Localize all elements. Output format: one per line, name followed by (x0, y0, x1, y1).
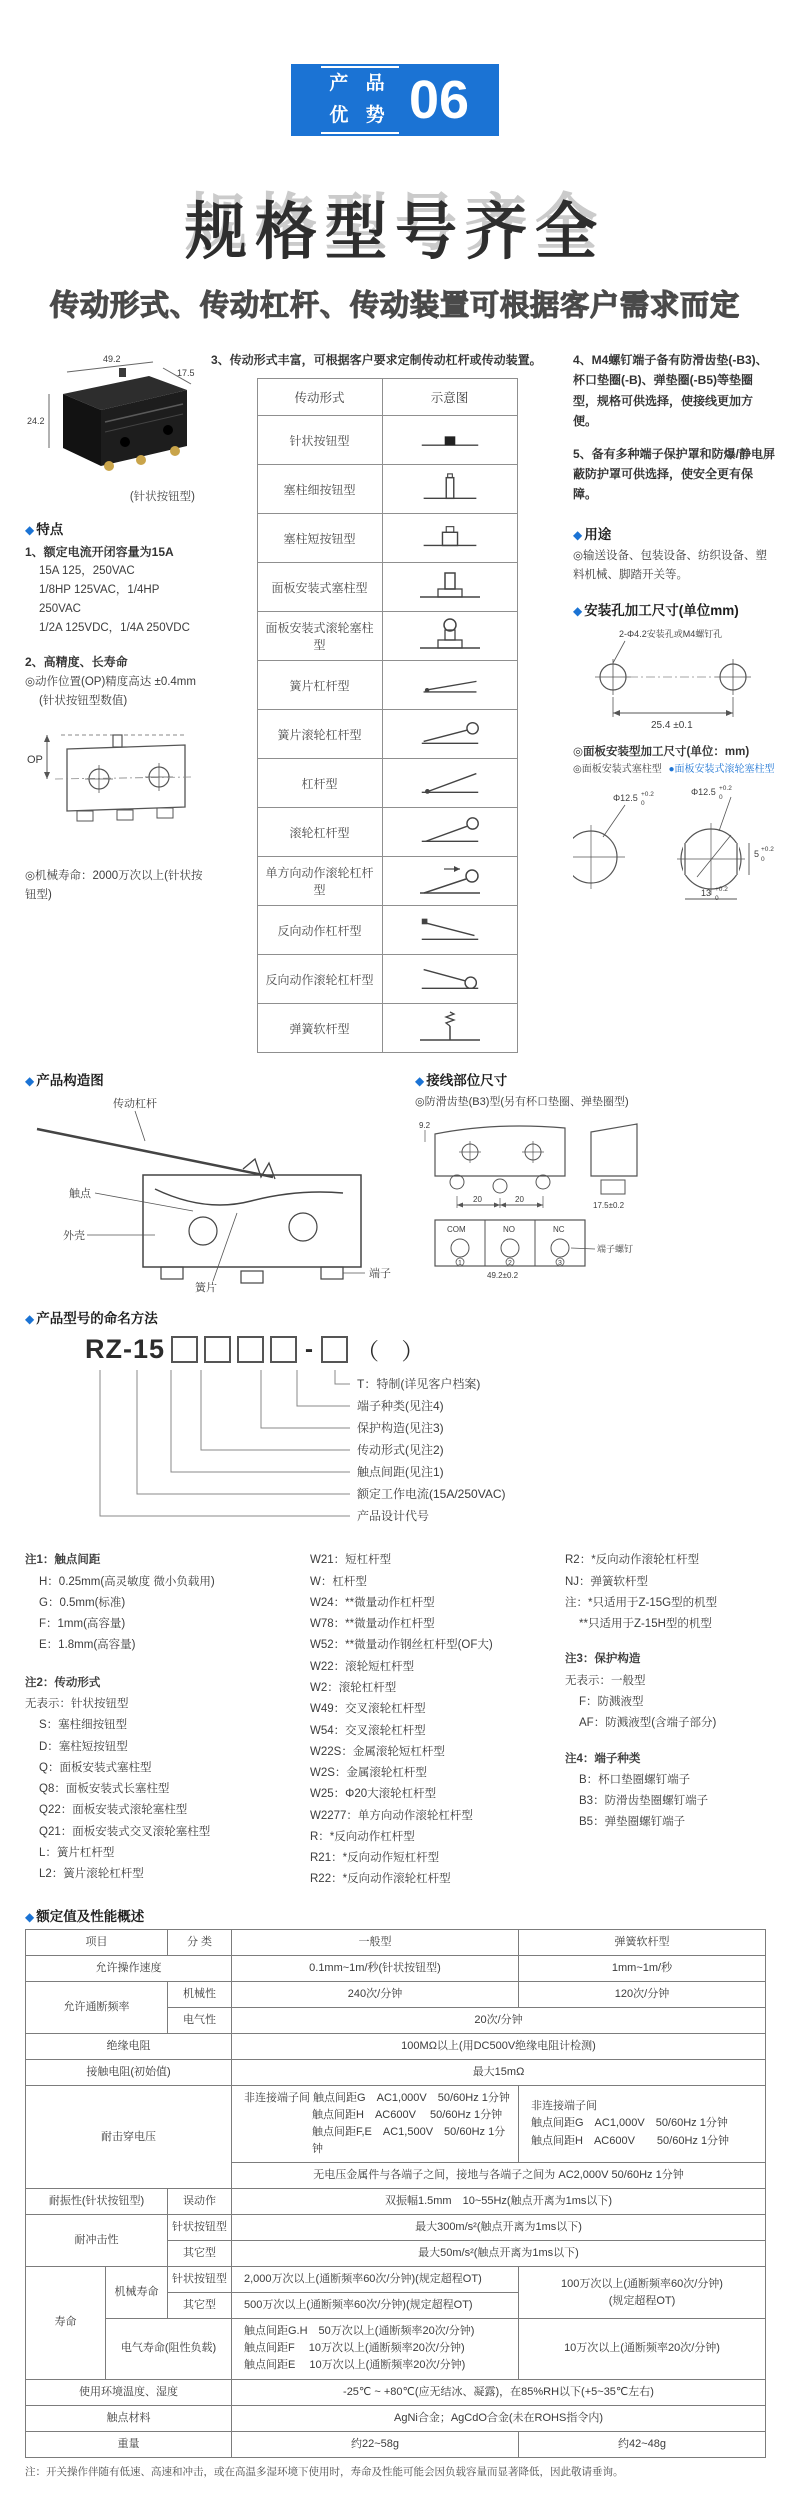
perf-speed-spring: 1mm~1m/秒 (519, 1955, 766, 1981)
terminal-subtitle: ◎防滑齿垫(B3)型(另有杯口垫圈、弹垫圈型) (415, 1096, 629, 1109)
diamond-icon: ◆ (415, 1074, 425, 1089)
transmission-row-label: 单方向动作滚轮杠杆型 (257, 857, 382, 906)
structure-label-lever: 传动杠杆 (113, 1098, 157, 1111)
transmission-row-label: 簧片滚轮杠杆型 (257, 710, 382, 759)
spring-rod-icon (410, 1010, 490, 1044)
feature2-title: 2、高精度、长寿命 (25, 655, 128, 670)
naming-callout: 端子种类(见注4) (357, 1399, 444, 1414)
badge-number: 06 (408, 70, 470, 130)
perf-header-class: 分 类 (168, 1929, 232, 1955)
top-section (0, 350, 790, 1053)
naming-section (0, 1307, 790, 1534)
transmission-row-label: 针状按钮型 (257, 416, 382, 465)
structure-heading: ◆ 产品构造图 (25, 1073, 104, 1089)
perf-insulation-value: 100MΩ以上(用DC500V绝缘电阻计检测) (232, 2033, 766, 2059)
perf-weight-general: 约22~58g (232, 2431, 519, 2457)
badge-rule-bottom (321, 132, 399, 134)
wcode-item: W52：**微量动作钢丝杠杆型(OF大) (310, 1639, 493, 1652)
terminal-no-label: NO (503, 1224, 515, 1234)
perf-life-label: 寿命 (26, 2267, 106, 2379)
structure-label-shell: 外壳 (63, 1230, 85, 1243)
performance-heading: ◆ 额定值及性能概述 (25, 1908, 145, 1924)
notes-left-column (25, 1550, 310, 1890)
wcode-item: W2：滚轮杠杆型 (310, 1681, 397, 1694)
slim-plunger-icon (410, 472, 490, 504)
dim-49-2: 49.2±0.2 (487, 1270, 519, 1280)
note3-item: AF：防溅液型(含端子部分) (579, 1717, 717, 1730)
perf-vibration-label: 耐振性(针状按钮型) (26, 2189, 168, 2215)
perf-weight-spring: 约42~48g (519, 2431, 766, 2457)
perf-freq-mech-general: 240次/分钟 (232, 1981, 519, 2007)
advantage-item4: 4、M4螺钉端子备有防滑齿垫(-B3)、杯口垫圈(-B)、弹垫圈(-B5)等垫圈型，规格可供选择，使接线更加方便。 (573, 353, 768, 429)
roller-lever-icon (410, 815, 490, 847)
rcode-item: NJ：弹簧软杆型 (565, 1575, 649, 1588)
perf-life-elec-label: 电气寿命(阻性负载) (106, 2319, 232, 2379)
wcode-item: W54：交叉滚轮杠杆型 (310, 1724, 426, 1737)
panel-plunger-icon (410, 569, 490, 603)
notes-right-column (565, 1550, 765, 1890)
perf-freq-mech-label: 机械性 (168, 1981, 232, 2007)
wcode-item: W：杠杆型 (310, 1575, 367, 1588)
panel-right-label: ●面板安装式滚轮塞柱型 (668, 764, 775, 776)
note1-item: H：0.25mm(高灵敏度 微小负载用) (39, 1575, 215, 1588)
naming-callout: 产品设计代号 (357, 1509, 430, 1524)
one-way-roller-lever-icon (410, 863, 490, 897)
perf-life-elec-general: 触点间距G.H 50万次以上(通断频率20次/分钟) 触点间距F 10万次以上(通断频率20次/分钟) 触点间距E 10万次以上(通断频率20次/分钟) (232, 2319, 519, 2379)
perf-shock-row2-value: 最大50m/s²(触点开离为1ms以下) (232, 2241, 766, 2267)
note4-item: B：杯口垫圈螺钉端子 (579, 1773, 691, 1786)
note1-item: E：1.8mm(高容量) (39, 1639, 136, 1652)
naming-callout-diagram (25, 1366, 585, 1534)
svg-text:0: 0 (761, 855, 765, 863)
footnote: 注：开关操作伴随有低速、高速和冲击，或在高温多湿环境下使用时，寿命及性能可能会因负载容量而显著降低，因此敬请垂询。 (25, 2465, 624, 2478)
perf-vibration-class: 误动作 (168, 2189, 232, 2215)
rcol-note2: **只适用于Z-15H型的机型 (579, 1618, 712, 1631)
perf-header-spring: 弹簧软杆型 (519, 1929, 766, 1955)
photo-dim-left: 24.2 (27, 416, 45, 426)
perf-shock-row1-value: 最大300m/s²(触点开离为1ms以下) (232, 2215, 766, 2241)
panel-cutout-diagram (573, 779, 778, 909)
note2-item: Q21：面板安装式交叉滚轮塞柱型 (39, 1825, 211, 1838)
perf-shock-label: 耐冲击性 (26, 2215, 168, 2267)
perf-life-mech-row1-general: 2,000万次以上(通断频率60次/分钟)(规定超程OT) (232, 2267, 519, 2293)
diamond-icon: ◆ (25, 1909, 35, 1924)
notes-middle-column (310, 1550, 565, 1890)
advantage-badge (291, 64, 499, 136)
perf-env-label: 使用环境温度、湿度 (26, 2379, 232, 2405)
note2-item: S：塞柱细按钮型 (39, 1719, 128, 1732)
middle-band (0, 1059, 790, 1293)
perf-life-elec-spring: 10万次以上(通断频率20次/分钟) (519, 2319, 766, 2379)
transmission-row-label: 塞柱短按钮型 (257, 514, 382, 563)
perf-withstand-bottom: 无电压金属件与各端子之间，接地与各端子之间为 AC2,000V 50/60Hz 1分钟 (232, 2163, 766, 2189)
note2-item: D：塞柱短按钮型 (39, 1740, 128, 1753)
op-diagram (25, 719, 203, 859)
note4-item: B5：弹垫圈螺钉端子 (579, 1816, 686, 1829)
note3-title: 注3：保护构造 (565, 1653, 641, 1666)
note2-item: Q：面板安装式塞柱型 (39, 1761, 152, 1774)
structure-label-spring: 簧片 (195, 1282, 217, 1294)
wcode-item: R22：*反向动作滚轮杠杆型 (310, 1873, 451, 1886)
note1-title: 注1：触点间距 (25, 1554, 101, 1567)
perf-speed-label: 允许操作速度 (26, 1955, 232, 1981)
page-subtitle: 传动形式、传动杠杆、传动装置可根据客户需求而定 (49, 290, 740, 322)
wcode-item: W24：**微量动作杠杆型 (310, 1596, 435, 1609)
feature2-line2: (针状按钮型数值) (39, 694, 128, 707)
perf-freq-elec-label: 电气性 (168, 2007, 232, 2033)
dim-20a: 20 (473, 1194, 482, 1204)
usage-text: ◎输送设备、包装设备、纺织设备、塑料机械、脚踏开关等。 (573, 549, 768, 581)
dim-9-2: 9.2 (419, 1120, 431, 1130)
perf-life-mech-row1-class: 针状按钮型 (168, 2267, 232, 2293)
leaf-roller-lever-icon (410, 717, 490, 749)
naming-callout: 额定工作电流(15A/250VAC) (357, 1487, 506, 1502)
note2-lead: 无表示：针状按钮型 (25, 1697, 129, 1710)
note3-item: F：防溅液型 (579, 1695, 644, 1708)
performance-table (25, 1929, 766, 2458)
naming-callout: 触点间距(见注1) (357, 1465, 444, 1480)
svg-text:+0.2: +0.2 (761, 845, 774, 853)
perf-header-general: 一般型 (232, 1929, 519, 1955)
structure-section (25, 1059, 405, 1293)
photo-dim-top: 49.2 (103, 354, 121, 364)
perf-freq-elec-value: 20次/分钟 (232, 2007, 766, 2033)
svg-text:0: 0 (719, 793, 723, 801)
model-code-dash: - (305, 1335, 314, 1363)
note1-item: F：1mm(高容量) (39, 1618, 126, 1631)
perf-vibration-value: 双振幅1.5mm 10~55Hz(触点开离为1ms以下) (232, 2189, 766, 2215)
perf-withstand-spring: 非连接端子间 触点间距G AC1,000V 50/60Hz 1分钟 触点间距H AC600V 50/60Hz 1分钟 (519, 2085, 766, 2162)
features-heading: ◆ 特点 (25, 522, 64, 537)
model-code (25, 1333, 765, 1366)
naming-callout: 保护构造(见注3) (357, 1421, 444, 1436)
feature1-line: 1/8HP 125VAC，1/4HP 250VAC (39, 584, 160, 616)
structure-label-contact: 触点 (69, 1188, 91, 1201)
terminal-dimension-diagram (415, 1112, 765, 1280)
wcode-item: W21：短杠杆型 (310, 1554, 392, 1567)
structure-label-terminal: 端子 (369, 1268, 391, 1281)
perf-header-item: 项目 (26, 1929, 168, 1955)
panel-dim13: 13 (701, 887, 712, 898)
short-plunger-icon (410, 521, 490, 553)
perf-contact-res-value: 最大15mΩ (232, 2059, 766, 2085)
transmission-col2-header: 示意图 (382, 379, 517, 416)
badge-line1: 产 品 (329, 73, 391, 95)
left-column (25, 350, 203, 1053)
perf-freq-mech-spring: 120次/分钟 (519, 1981, 766, 2007)
mounting-hole-diagram (573, 623, 773, 735)
note2-item: L：簧片杠杆型 (39, 1846, 115, 1859)
perf-shock-row2-class: 其它型 (168, 2241, 232, 2267)
perf-life-mech-spring: 100万次以上(通断频率60次/分钟) (规定超程OT) (519, 2267, 766, 2319)
mounting-dim: 25.4 ±0.1 (651, 719, 693, 731)
right-column (563, 350, 775, 1053)
naming-callout: T：特制(详见客户档案) (357, 1377, 481, 1392)
transmission-row-label: 弹簧软杆型 (257, 1004, 382, 1053)
perf-life-mech-row2-general: 500万次以上(通断频率60次/分钟)(规定超程OT) (232, 2293, 519, 2319)
diamond-icon: ◆ (25, 1074, 35, 1089)
model-code-box (270, 1336, 297, 1363)
perf-material-value: AgNi合金；AgCdO合金(未在ROHS指令内) (232, 2405, 766, 2431)
middle-column (203, 350, 563, 1053)
wcode-item: R：*反向动作杠杆型 (310, 1830, 415, 1843)
note2-item: L2：簧片滚轮杠杆型 (39, 1868, 144, 1881)
note1-item: G：0.5mm(标准) (39, 1596, 126, 1609)
terminal-num2: 2 (508, 1259, 512, 1267)
perf-contact-res-label: 接触电阻(初始值) (26, 2059, 232, 2085)
mounting-hole-label: 2-Φ4.2安装孔或M4螺钉孔 (619, 628, 723, 639)
lever-icon (410, 766, 490, 798)
wcode-item: W25：Φ20大滚轮杠杆型 (310, 1788, 437, 1801)
reverse-roller-lever-icon (410, 962, 490, 994)
terminal-num1: 1 (458, 1259, 462, 1267)
wcode-item: W22：滚轮短杠杆型 (310, 1660, 415, 1673)
performance-section (0, 1905, 790, 2458)
svg-text:+0.2: +0.2 (715, 885, 728, 893)
panel-dia-label-left: Φ12.5 (613, 792, 638, 803)
transmission-intro: 3、传动形式丰富，可根据客户要求定制传动杠杆或传动装置。 (211, 353, 542, 367)
model-code-box (171, 1336, 198, 1363)
perf-withstand-label: 耐击穿电压 (26, 2085, 232, 2188)
terminal-screw-label: 端子螺钉 (597, 1243, 634, 1254)
transmission-row-label: 滚轮杠杆型 (257, 808, 382, 857)
mounting-heading: ◆ 安装孔加工尺寸(单位mm) (573, 602, 739, 618)
photo-dim-right: 17.5 (177, 368, 195, 378)
model-code-prefix: RZ-15 (85, 1334, 166, 1365)
naming-heading: ◆ 产品型号的命名方法 (25, 1311, 158, 1327)
transmission-row-label: 面板安装式滚轮塞柱型 (257, 612, 382, 661)
wcode-item: W2S：金属滚轮杠杆型 (310, 1767, 427, 1780)
panel-heading: ◎面板安装型加工尺寸(单位：mm) (573, 745, 750, 758)
pin-plunger-icon (410, 424, 490, 454)
perf-env-value: -25℃ ~ +80℃(应无结冰、凝露)，在85%RH以下(+5~35℃左右) (232, 2379, 766, 2405)
terminal-num3: 3 (558, 1259, 562, 1267)
perf-material-label: 触点材料 (26, 2405, 232, 2431)
transmission-row-label: 反向动作杠杆型 (257, 906, 382, 955)
feature1-line: 15A 125，250VAC (39, 565, 135, 578)
feature1-line: 1/2A 125VDC，1/4A 250VDC (39, 622, 190, 635)
diamond-icon: ◆ (573, 527, 583, 542)
badge-line2: 优 势 (329, 105, 391, 126)
panel-dia-label-right: Φ12.5 (691, 786, 716, 797)
notes-section (0, 1550, 790, 1890)
perf-withstand-general: 非连接端子间 触点间距G AC1,000V 50/60Hz 1分钟 触点间距H AC600V 50/60Hz 1分钟 触点间距F,E AC1,500V 50/60Hz 1分钟 (232, 2085, 519, 2162)
model-code-box (237, 1336, 264, 1363)
diamond-icon: ◆ (573, 603, 583, 618)
page-title: 规格型号齐全 (184, 198, 605, 267)
note2-item: Q22：面板安装式滚轮塞柱型 (39, 1804, 188, 1817)
note2-title: 注2：传动形式 (25, 1676, 101, 1689)
perf-shock-row1-class: 针状按钮型 (168, 2215, 232, 2241)
wcode-item: W78：**微量动作杠杆型 (310, 1618, 435, 1631)
perf-life-mech-row2-class: 其它型 (168, 2293, 232, 2319)
transmission-row-label: 杠杆型 (257, 759, 382, 808)
note3-lead: 无表示：一般型 (565, 1674, 646, 1687)
diamond-icon: ◆ (25, 1312, 35, 1327)
perf-speed-general: 0.1mm~1m/秒(针状按钮型) (232, 1955, 519, 1981)
panel-roller-plunger-icon (410, 618, 490, 652)
feature2-line1: ◎动作位置(OP)精度高达 ±0.4mm (25, 675, 196, 688)
feature2-line3: ◎机械寿命：2000万次以上(针状按钮型) (25, 869, 203, 901)
note4-item: B3：防滑齿垫圈螺钉端子 (579, 1795, 709, 1808)
svg-text:0: 0 (641, 799, 645, 807)
wcode-item: W22S：金属滚轮短杠杆型 (310, 1745, 445, 1758)
product-photo (25, 350, 203, 478)
model-code-box (321, 1336, 348, 1363)
terminal-heading: ◆ 接线部位尺寸 (415, 1073, 508, 1089)
wcode-item: R21：*反向动作短杠杆型 (310, 1852, 440, 1865)
panel-dim5: 5 (754, 848, 760, 859)
model-code-paren: （ ） (356, 1338, 433, 1365)
rcol-note1: 注：*只适用于Z-15G型的机型 (565, 1596, 718, 1609)
panel-labels (573, 762, 775, 779)
feature1-title: 1、额定电流开闭容量为15A (25, 545, 174, 559)
transmission-row-label: 塞柱细按钮型 (257, 465, 382, 514)
leaf-lever-icon (410, 669, 490, 699)
structure-diagram (25, 1093, 400, 1293)
dim-17-5: 17.5±0.2 (593, 1200, 625, 1210)
badge-text (321, 62, 399, 137)
transmission-row-label: 面板安装式塞柱型 (257, 563, 382, 612)
terminal-nc-label: NC (553, 1224, 565, 1234)
terminal-com-label: COM (447, 1224, 466, 1234)
transmission-row-label: 簧片杠杆型 (257, 661, 382, 710)
op-label: OP (27, 753, 43, 766)
note4-title: 注4：端子种类 (565, 1752, 641, 1765)
diamond-icon: ◆ (25, 523, 35, 537)
svg-text:0: 0 (715, 894, 719, 902)
perf-insulation-label: 绝缘电阻 (26, 2033, 232, 2059)
reverse-lever-icon (410, 913, 490, 945)
transmission-col1-header: 传动形式 (257, 379, 382, 416)
perf-freq-label: 允许通断频率 (26, 1981, 168, 2033)
wcode-item: W49：交叉滚轮杠杆型 (310, 1703, 426, 1716)
advantage-item5: 5、备有多种端子保护罩和防爆/静电屏蔽防护罩可供选择，使安全更有保障。 (573, 446, 776, 502)
usage-heading: ◆ 用途 (573, 526, 612, 542)
terminal-section (405, 1059, 775, 1293)
naming-callout: 传动形式(见注2) (357, 1443, 444, 1458)
note2-item: Q8：面板安装式长塞柱型 (39, 1783, 170, 1796)
transmission-table (257, 378, 518, 1053)
transmission-row-label: 反向动作滚轮杠杆型 (257, 955, 382, 1004)
model-code-box (204, 1336, 231, 1363)
photo-caption: (针状按钮型) (129, 491, 195, 503)
perf-weight-label: 重量 (26, 2431, 232, 2457)
dim-20b: 20 (515, 1194, 524, 1204)
svg-text:+0.2: +0.2 (719, 784, 732, 792)
svg-text:+0.2: +0.2 (641, 790, 654, 798)
wcode-item: W2277：单方向动作滚轮杠杆型 (310, 1809, 473, 1822)
panel-left-label: ◎面板安装式塞柱型 (573, 764, 662, 776)
rcode-item: R2：*反向动作滚轮杠杆型 (565, 1554, 700, 1567)
perf-life-mech-label: 机械寿命 (106, 2267, 168, 2319)
